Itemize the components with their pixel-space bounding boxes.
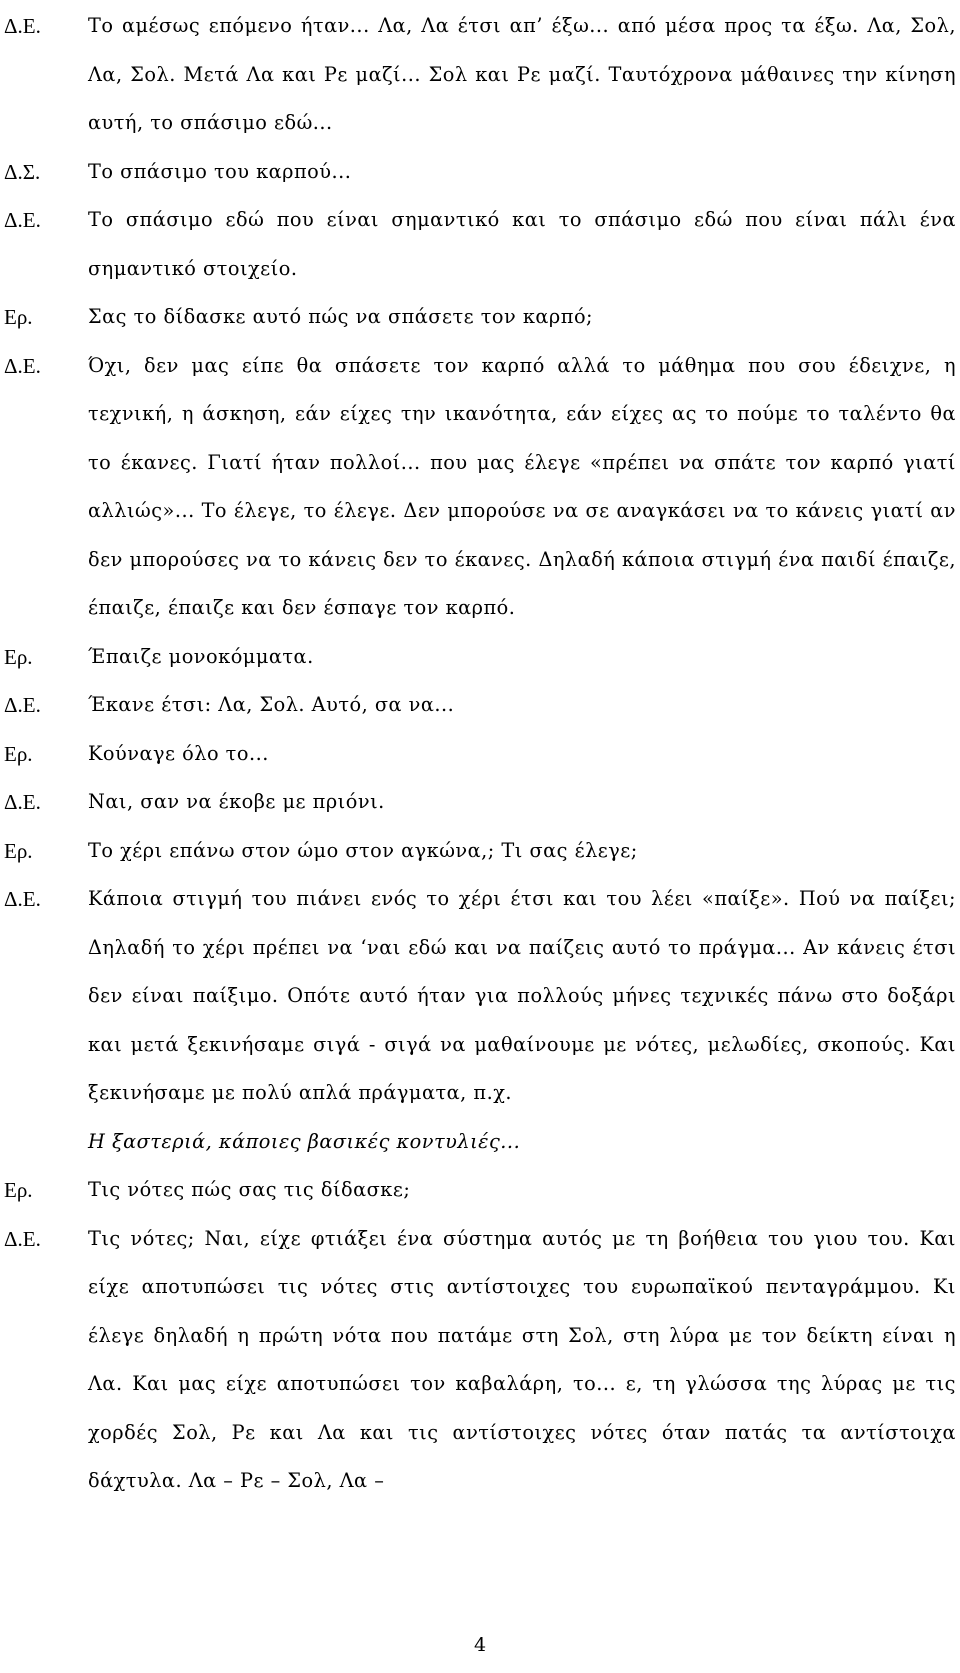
dialogue-turn <box>4 633 956 682</box>
dialogue-text: Έκανε έτσι: Λα, Σολ. Αυτό, σα να... <box>88 693 455 716</box>
speaker-label: Ερ. <box>4 741 33 766</box>
dialogue-turn <box>4 293 956 342</box>
dialogue-text: Όχι, δεν μας είπε θα σπάσετε τον καρπό αλλά το μάθημα που σου έδειχνε, η τεχνική, η άσκηση, εάν είχες την ικανότητα, εάν είχες ας το πούμε το ταλέντο θα το έκανες. Γιατί ήταν πολλοί... που μας έλεγε «πρέπει να σπάτε τον καρπό γιατί αλλιώς»... Το έλεγε, το έλεγε. Δεν μπορούσε να σε αναγκάσει να το κάνεις γιατί αν δεν μπορούσες να το κάνεις δεν το έκανες. Δηλαδή κάποια στιγμή ένα παιδί έπαιζε, έπαιζε, έπαιζε και δεν έσπαγε τον καρπό. <box>88 353 956 619</box>
speaker-label: Δ.Ε. <box>4 353 41 378</box>
dialogue-turn <box>4 2 956 148</box>
dialogue-turn <box>4 1215 956 1506</box>
speaker-label: Δ.Σ. <box>4 159 41 184</box>
dialogue-turn <box>4 681 956 730</box>
dialogue-text-plain: Κάποια στιγμή του πιάνει ενός το χέρι έτσι και του λέει «παίξε». Πού να παίξει; Δηλαδή το χέρι πρέπει να ‘ναι εδώ και να παίζεις αυτό το πράγμα... Αν κάνεις έτσι δεν είναι παίξιμο. Οπότε αυτό ήταν για πολλούς μήνες τεχνικές πάνω στο δοξάρι και μετά ξεκινήσαμε σιγά - σιγά να μαθαίνουμε με νότες, μελωδίες, σκοπούς. Και ξεκινήσαμε με πολύ απλά πράγματα, π.χ. <box>88 887 956 1104</box>
speaker-label: Δ.Ε. <box>4 693 41 717</box>
dialogue-turn <box>4 342 956 633</box>
dialogue-turn <box>4 1166 956 1215</box>
speaker-label: Δ.Ε. <box>4 887 41 911</box>
dialogue-text: Τις νότες; Ναι, είχε φτιάξει ένα σύστημα αυτός με τη βοήθεια του γιου του. Και είχε αποτυπώσει τις νότες στις αντίστοιχες του ευρωπαϊκού πενταγράμμου. Κι έλεγε δηλαδή η πρώτη νότα που πατάμε στη Σολ, στη λύρα με τον δείκτη είναι η Λα. Και μας είχε αποτυπώσει τον καβαλάρη, το... ε, τη γλώσσα της λύρας με τις χορδές Σολ, Ρε και Λα και τις αντίστοιχες νότες όταν πατάς τα αντίστοιχα δάχτυλα. Λα – Ρε – Σολ, Λα – <box>88 1226 956 1492</box>
dialogue-turn <box>4 827 956 876</box>
dialogue-text: Τις νότες πώς σας τις δίδασκε; <box>88 1178 411 1201</box>
dialogue-turn <box>4 148 956 197</box>
speaker-label: Ερ. <box>4 644 33 669</box>
italic-song-title: Η ξαστεριά, κάποιες βασικές κοντυλιές... <box>88 1129 521 1153</box>
dialogue-text: Κούναγε όλο το... <box>88 741 269 765</box>
page-number: 4 <box>473 1634 487 1656</box>
dialogue-text: Το σπάσιμο εδώ που είναι σημαντικό και το σπάσιμο εδώ που είναι πάλι ένα σημαντικό στοιχείο. <box>88 208 956 280</box>
dialogue-turn <box>4 196 956 293</box>
speaker-label: Δ.Ε. <box>4 208 41 232</box>
dialogue-text <box>88 875 956 1166</box>
speaker-label: Ερ. <box>4 1178 33 1202</box>
speaker-label: Ερ. <box>4 305 33 329</box>
dialogue-text: Σας το δίδασκε αυτό πώς να σπάσετε τον καρπό; <box>88 305 594 328</box>
speaker-label: Δ.Ε. <box>4 14 41 38</box>
transcript <box>4 2 956 1506</box>
dialogue-turn <box>4 875 956 1166</box>
dialogue-turn <box>4 778 956 827</box>
dialogue-text: Έπαιζε μονοκόμματα. <box>88 644 314 668</box>
dialogue-text: Ναι, σαν να έκοβε με πριόνι. <box>88 790 385 813</box>
dialogue-text: Το αμέσως επόμενο ήταν... Λα, Λα έτσι απ’ έξω... από μέσα προς τα έξω. Λα, Σολ, Λα, Σολ. Μετά Λα και Ρε μαζί... Σολ και Ρε μαζί. Ταυτόχρονα μάθαινες την κίνηση αυτή, το σπάσιμο εδώ... <box>88 14 956 134</box>
speaker-label: Ερ. <box>4 838 33 863</box>
speaker-label: Δ.Ε. <box>4 790 41 814</box>
dialogue-text: Το χέρι επάνω στον ώμο στον αγκώνα,; Τι σας έλεγε; <box>88 838 638 862</box>
dialogue-turn <box>4 730 956 779</box>
speaker-label: Δ.Ε. <box>4 1226 41 1251</box>
dialogue-text: Το σπάσιμο του καρπού... <box>88 159 352 183</box>
